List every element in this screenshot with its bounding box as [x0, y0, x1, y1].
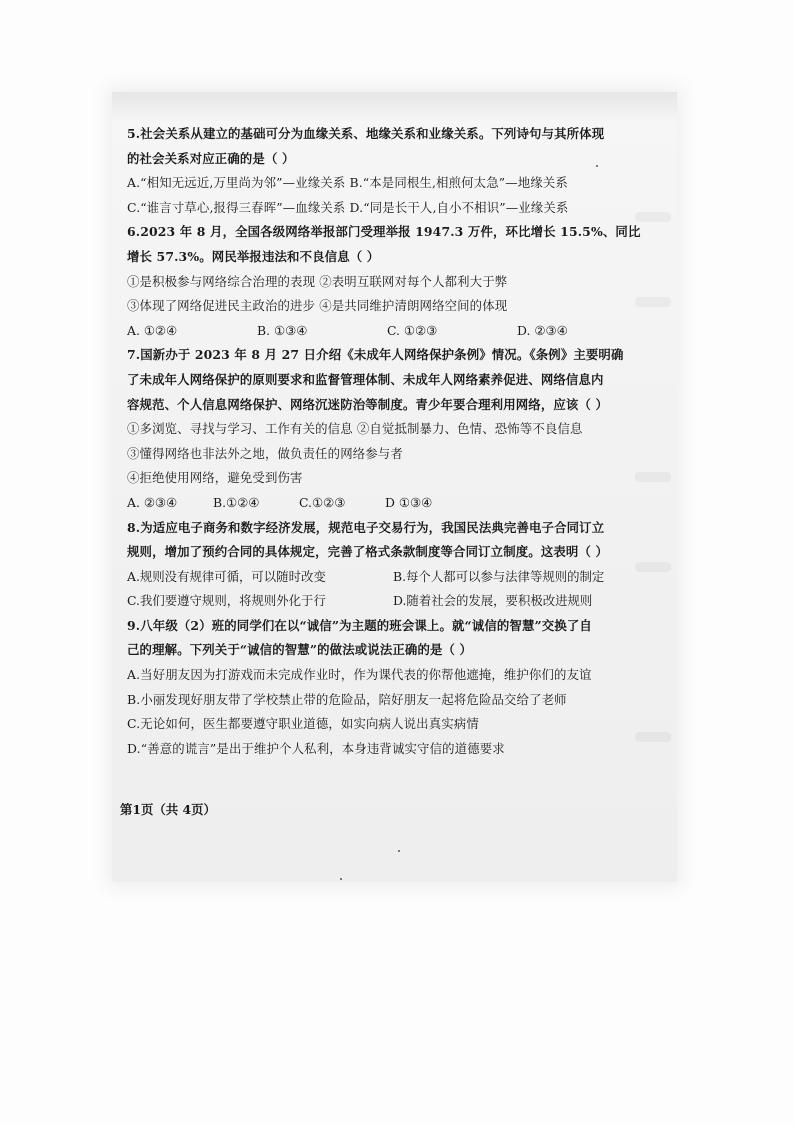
question-6-choice-a: A. ①②④: [127, 322, 178, 338]
question-9-stem-line-1: 9.八年级（2）班的同学们在以“诚信”为主题的班会课上。就“诚信的智慧”交换了自: [127, 617, 592, 633]
question-6: [127, 220, 659, 343]
question-8-option-d: D.随着社会的发展，要积极改进规则: [393, 593, 593, 609]
question-8: [127, 516, 659, 614]
question-5: [127, 122, 659, 220]
question-6-stem-line-2: 增长 57.3%。网民举报违法和不良信息（ ）: [127, 248, 380, 264]
question-6-choice-b: B. ①③④: [257, 322, 308, 338]
question-7-choice-d: D ①③④: [385, 494, 433, 510]
question-7-stem-line-2: 了未成年人网络保护的原则要求和监督管理体制、未成年人网络素养促进、网络信息内: [127, 371, 604, 387]
question-8-option-b: B.每个人都可以参与法律等规则的制定: [393, 568, 605, 584]
question-6-choices: [127, 319, 659, 344]
scan-speck: [398, 850, 400, 852]
question-5-options-cd: C.“谁言寸草心,报得三春晖”—血缘关系 D.“同是长干人,自小不相识”—业缘关系: [127, 199, 569, 215]
question-7-choice-a: A. ②③④: [127, 494, 178, 510]
question-6-statements-34: ③体现了网络促进民主政治的进步 ④是共同维护清朗网络空间的体现: [127, 298, 508, 314]
question-5-options-ab: A.“相知无远近,万里尚为邻”—业缘关系 B.“本是同根生,相煎何太急”—地缘关系: [127, 175, 568, 191]
question-7-statement-4: ④拒绝使用网络，避免受到伤害: [127, 470, 303, 486]
question-6-choice-c: C. ①②③: [387, 322, 438, 338]
question-7-stem-line-3: 容规范、个人信息网络保护、网络沉迷防治等制度。青少年要合理利用网络，应该（ ）: [127, 396, 609, 412]
question-9-stem-line-2: 己的理解。下列关于“诚信的智慧”的做法或说法正确的是（ ）: [127, 642, 473, 658]
question-9-option-d: D.“善意的谎言”是出于维护个人私利，本身违背诚实守信的道德要求: [127, 740, 505, 756]
scan-speck: [340, 878, 342, 880]
question-7-statements-12: ①多浏览、寻找与学习、工作有关的信息 ②自觉抵制暴力、色情、恐怖等不良信息: [127, 421, 583, 437]
question-5-stem-line-2: 的社会关系对应正确的是（ ）: [127, 150, 295, 166]
question-8-option-c: C.我们要遵守规则，将规则外化于行: [127, 593, 326, 609]
scan-speck: [596, 165, 598, 167]
question-7: [127, 343, 659, 515]
question-7-choice-b: B.①②④: [213, 494, 260, 510]
question-8-stem-line-1: 8.为适应电子商务和数字经济发展，规范电子交易行为，我国民法典完善电子合同订立: [127, 519, 605, 535]
question-8-options-ab: [127, 565, 659, 590]
question-6-choice-d: D. ②③④: [517, 322, 568, 338]
question-7-choice-c: C.①②③: [299, 494, 346, 510]
question-9: [127, 614, 659, 762]
question-5-stem-line-1: 5.社会关系从建立的基础可分为血缘关系、地缘关系和业缘关系。下列诗句与其所体现: [127, 126, 605, 141]
question-9-option-a: A.当好朋友因为打游戏而未完成作业时，作为课代表的你帮他遮掩，维护你们的友谊: [127, 667, 592, 683]
question-9-option-b: B.小丽发现好朋友带了学校禁止带的危险品，陪好朋友一起将危险品交给了老师: [127, 691, 567, 707]
question-8-stem-line-2: 规则，增加了预约合同的具体规定，完善了格式条款制度等合同订立制度。这表明（ ）: [127, 544, 609, 560]
question-7-choices: [127, 491, 659, 516]
question-7-statement-3: ③懂得网络也非法外之地，做负责任的网络参与者: [127, 445, 403, 461]
page-number-footer: 第1页（共 4页）: [120, 802, 216, 817]
exam-content: [127, 122, 659, 761]
question-8-option-a: A.规则没有规律可循，可以随时改变: [127, 568, 326, 584]
question-8-options-cd: [127, 589, 659, 614]
question-7-stem-line-1: 7.国新办于 2023 年 8 月 27 日介绍《未成年人网络保护条例》情况。《条例》主要明确: [127, 347, 624, 363]
question-6-stem-line-1: 6.2023 年 8 月，全国各级网络举报部门受理举报 1947.3 万件，环比增长 15.5%、同比: [127, 224, 641, 240]
question-6-statements-12: ①是积极参与网络综合治理的表现 ②表明互联网对每个人都利大于弊: [127, 273, 508, 289]
question-9-option-c: C.无论如何，医生都要遵守职业道德，如实向病人说出真实病情: [127, 716, 479, 732]
